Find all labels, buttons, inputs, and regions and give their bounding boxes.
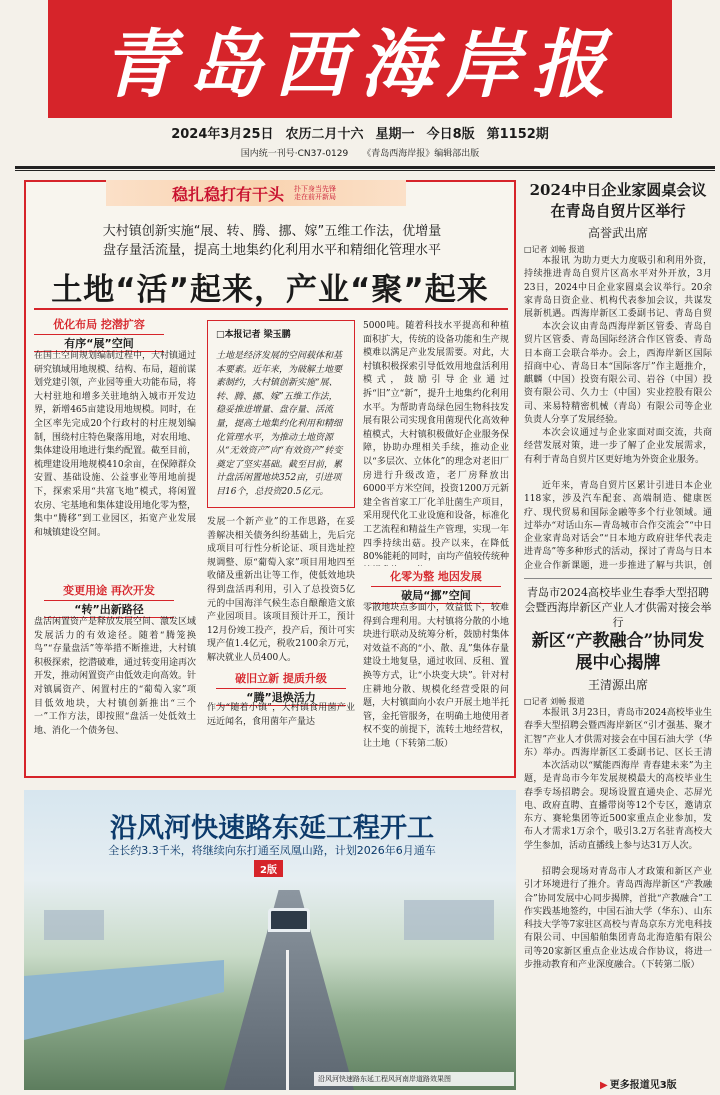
issue-date: 2024年3月25日 bbox=[171, 127, 274, 142]
lead-deck-line: 盘存量活流量，提高土地集约化利用水平和精细化管理水平 bbox=[102, 243, 441, 258]
lead-kicker-side: 扑下身当先锋 走在前开新局 bbox=[294, 185, 336, 201]
more-reports-link[interactable]: ▶ 更多报道见3版 bbox=[600, 1076, 677, 1091]
story1-paragraph: 近年来，青岛自贸片区累计引进日本企业118家，涉及汽车配套、高端制造、健康医疗、现代贸易和国际金融等多个行业领域。通过举办“对话山东—青岛城市合作交流会”“中日企业家青岛对话会”“日本地方政府驻华代表走进青岛”等多种形式的活动，探讨了青岛与日本企业合作新课题，进一步推进了解与共识，创 bbox=[524, 481, 712, 571]
lead-kicker: 稳扎稳打有干头 bbox=[171, 184, 284, 204]
lead-column-text: 在国土空间规划编制过程中，大村镇通过研究镇域用地规模、结构、布局，超前谋划党建引领，产业园等重大功能布局，将大村驻地和增多关驻地纳入城市开发边界，新增465亩建设用地规模。同时，在全区率先完成20个行政村的村庄规划编制，围绕村庄特色聚落用地，对农用地、集体建设用地进行集约配置。截至目前，梳理建设用地规模410余亩，在保障群众安置、基础设施、公益事业等用地前提下，探索采用“共富飞地”模式，将闲置农房、宅基地和集体建设用地化零为整，集中“腾移”到工业园区，拓宽产业发展和城镇建设空间。 bbox=[34, 351, 196, 538]
tunnel-portal bbox=[268, 908, 310, 932]
story2-byline: □记者 刘畅 报道 bbox=[524, 697, 585, 706]
issue-lunar: 农历二月十六 bbox=[285, 127, 364, 142]
story2-paragraph: 本报讯 3月23日，青岛市2024高校毕业生春季大型招聘会暨西海岸新区“引才强基、聚才汇智”产业人才供需对接会在中国石油大学（华东）举办。西海岸新区工委副书记、区长王清 bbox=[524, 708, 712, 758]
publication-editor: 《青岛西海岸报》编辑部出版 bbox=[362, 149, 480, 159]
lead-deck bbox=[34, 222, 510, 260]
story1-subhead: 高誉武出席 bbox=[587, 226, 648, 240]
skyline-building bbox=[44, 910, 104, 940]
page-jump-badge[interactable]: 2版 bbox=[254, 860, 283, 877]
story1-paragraph: 本次会议由青岛西海岸新区管委、青岛自贸片区管委、青岛国际经济合作区管委、青岛日本商工会联合举办。会上，西海岸新区国际招商中心、青岛日本“国际客厅”作主题推介，麒麟（中国）投资有限公司、岩谷（中国）投资有限公司、久力士（中国）实业控股有限公司、来易特精密机械（青岛）有限公司等企业负责人分享了发展经验。 bbox=[524, 322, 712, 426]
lead-column-text: 盘活闲置资产是释放发展空间、激发区域发展活力的有效途径。随着“腾笼换鸟”“存量盘活”等举措不断推进，大村镇积极探索，挖潜破难，通过转变用途再次开发，推动闲置资产由低效走向高效。针对镇属资产、闲置村庄的“葡萄入家”项目低效地块，大村镇创新推出“三个一”工作方法，即按照“盘活一处低效土地、消化一个债务包、 bbox=[34, 617, 196, 736]
story1-byline: □记者 刘畅 报道 bbox=[524, 245, 585, 254]
photo-story[interactable] bbox=[24, 790, 516, 1090]
photo-caption: 沿风河快速路东延工程风河南岸道路效果图 bbox=[314, 1072, 514, 1086]
story2-paragraph: 本次活动以“赋能西海岸 青春建未来”为主题，是青岛市今年发展规模最大的高校毕业生春季专场招聘会。现场设置直通央企、芯屏光电、政府直聘、直播带岗等12个专区，邀请京东方、赛轮集团等近500家重点企业参加，发布人才需求1万余个，吸引3.2万名驻青高校大学生参加，活动直播线上参与达31万人次。 bbox=[524, 761, 712, 851]
newspaper-title: 青岛西海岸报 bbox=[102, 22, 618, 108]
section-tag-title: 破局“挪”空间 bbox=[371, 586, 501, 604]
story1-headline[interactable]: 2024中日企业家圆桌会议在青岛自贸片区举行 bbox=[529, 181, 707, 220]
section-tag bbox=[34, 316, 164, 352]
publication-code: 国内统一刊号·CN37-0129 bbox=[240, 149, 349, 159]
issue-weekday: 星期一 bbox=[375, 127, 415, 142]
river-shape bbox=[24, 960, 224, 1040]
story1-paragraph: 本报讯 为助力更大力度吸引和利用外资，持续推进青岛自贸片区高水平对外开放，3月23日，2024中日企业家圆桌会议举行。20余家青岛日资企业、机构代表参加会议，共谋发展新机遇。西海岸新区工委副书记、青岛自贸 bbox=[524, 256, 712, 320]
section-tag-kicker: 化零为整 地因发展 bbox=[390, 570, 482, 583]
lead-column-text: 发展一个新产业”的工作思路，在妥善解决相关债务纠纷基础上，先后完成项目可行性分析论证、项目选址控规调整、原“葡萄入家”项目用地四至收储及重新出让等工作，使低效地块得到盘活再利用，引入了总投资5亿元的中国海洋气候生态自酿酿造文旅产业园项目。该项目预计开工，预计12月份竣工投产，投产后，预计可实现产值1.4亿元，税收2100余万元，解决就业人员400人。 bbox=[207, 517, 355, 663]
lead-headline[interactable]: 土地“活”起来，产业“聚”起来 bbox=[51, 272, 489, 308]
section-tag-title: 有序“展”空间 bbox=[34, 334, 164, 352]
section-tag-kicker: 优化布局 挖潜扩容 bbox=[53, 318, 145, 331]
story2-paragraph: 招聘会现场对青岛市人才政策和新区产业引才环境进行了推介。青岛西海岸新区“产教融合”协同发展中心同步揭牌，首批“产教融合”工作实践基地签约，中国石油大学（华东）、山东科技大学等7家驻区高校与青岛京东方光电科技有限公司、中国船舶集团青岛北海造船有限公司等20家新区重点企业达成合作协议，将进一步推动教育和产业深度融合。（下转第二版） bbox=[524, 867, 712, 971]
section-tag bbox=[371, 568, 501, 604]
section-tag-title: “转”出新路径 bbox=[44, 600, 174, 618]
lead-column-text: 5000吨。随着科技水平提高和种植面积扩大，传统的设备功能和生产规模难以满足产业发展需要。对此，大村镇积极探索引导低效用地盘活利用模式，鼓励引导企业通过拆“旧”立“新”，提升土地集约化利用水平。为帮助青岛绿色园生物科技发展有限公司实现食用菌现代化高效种植模式，大村镇积极做好企业服务保障，协助办理相关手续，推动企业以“多层次、立体化”的理念对老旧厂房进行升级改造，老厂房释放出6000平方米空间，投资1200万元新建全省首家工厂化羊肚菌生产项目，采用现代化工业设施和设备，标准化工艺流程和精益生产管理，实现一年四季持续出菇。投产以来，在降低80%能耗的同时，亩均产值较传统种 bbox=[363, 321, 509, 563]
skyline-building bbox=[404, 900, 494, 940]
section-tag-kicker: 破旧立新 提质升级 bbox=[235, 672, 327, 685]
photo-subtitle: 全长约3.3千米，将继续向东打通至凤凰山路，计划2026年6月通车 bbox=[108, 844, 436, 857]
photo-headline[interactable]: 沿风河快速路东延工程开工 bbox=[110, 813, 434, 844]
lead-column-text: 作为“随着小镇”，大村镇食用菌产业远近闻名，食用菌年产量达 bbox=[207, 703, 355, 727]
story2-headline[interactable]: 新区“产教融合”协同发展中心揭牌 bbox=[531, 631, 705, 673]
section-tag bbox=[44, 582, 174, 618]
lead-deck-line: 大村镇创新实施“展、转、腾、挪、嫁”五维工作法，优增量 bbox=[102, 224, 442, 239]
story-divider bbox=[524, 578, 712, 579]
masthead bbox=[48, 0, 672, 118]
right-column bbox=[524, 176, 712, 972]
section-tag-kicker: 变更用途 再次开发 bbox=[63, 584, 155, 597]
issue-number: 第1152期 bbox=[486, 127, 549, 142]
story1-paragraph: 本次会议通过与企业家面对面交流，共商经营发展对策，进一步了解了企业发展需求，有利于青岛自贸片区更好地为外资企业服务。 bbox=[524, 428, 712, 465]
section-tag bbox=[216, 670, 346, 706]
lead-byline: □本报记者 梁玉鹏 bbox=[216, 330, 291, 340]
lead-divider bbox=[34, 308, 508, 310]
story2-subhead: 王清源出席 bbox=[587, 678, 648, 692]
issue-line bbox=[0, 123, 720, 143]
section-tag-title: “腾”退焕活力 bbox=[216, 688, 346, 706]
lead-kicker-band bbox=[106, 180, 406, 206]
byline-box bbox=[207, 320, 355, 508]
publication-line bbox=[0, 146, 720, 160]
masthead-rule bbox=[15, 166, 715, 171]
lead-summary: 土地是经济发展的空间载体和基本要素。近年来，为破解土地要素制约，大村镇创新实施“展、转、腾、挪、嫁”五维工作法，稳妥推进增量、盘存量、活流量，提高土地集约化利用和精细化管理水平，为推动土地资源从“无效资产”向“有效资产”转变奠定了坚实基础。截至目前，累计盘活闲置地块352亩，引进项目16个，总投资20.5亿元。 bbox=[216, 351, 343, 497]
issue-pages: 今日8版 bbox=[426, 127, 475, 142]
road-center-line bbox=[286, 950, 289, 1090]
lead-column-text: 零散地块点多面小，效益低下，较难得到合理利用。大村镇将分散的小地块进行联动及统筹分析，鼓励村集体对效益不高的“小、散、乱”集体存量建设土地复垦，通过收回、反租、置换等方式，让“小块变大块”。针对村庄耕地分散、规模化经营受限的问题，大村镇面向小农户开展土地半托管，金托管服务，在明确土地使用者权不变的前提下，流转土地经营权，让土地（下转第二版） bbox=[363, 603, 509, 749]
lead-story[interactable] bbox=[24, 180, 516, 778]
story2-kicker: 青岛市2024高校毕业生春季大型招聘会暨西海岸新区产业人才供需对接会举行 bbox=[524, 586, 712, 629]
